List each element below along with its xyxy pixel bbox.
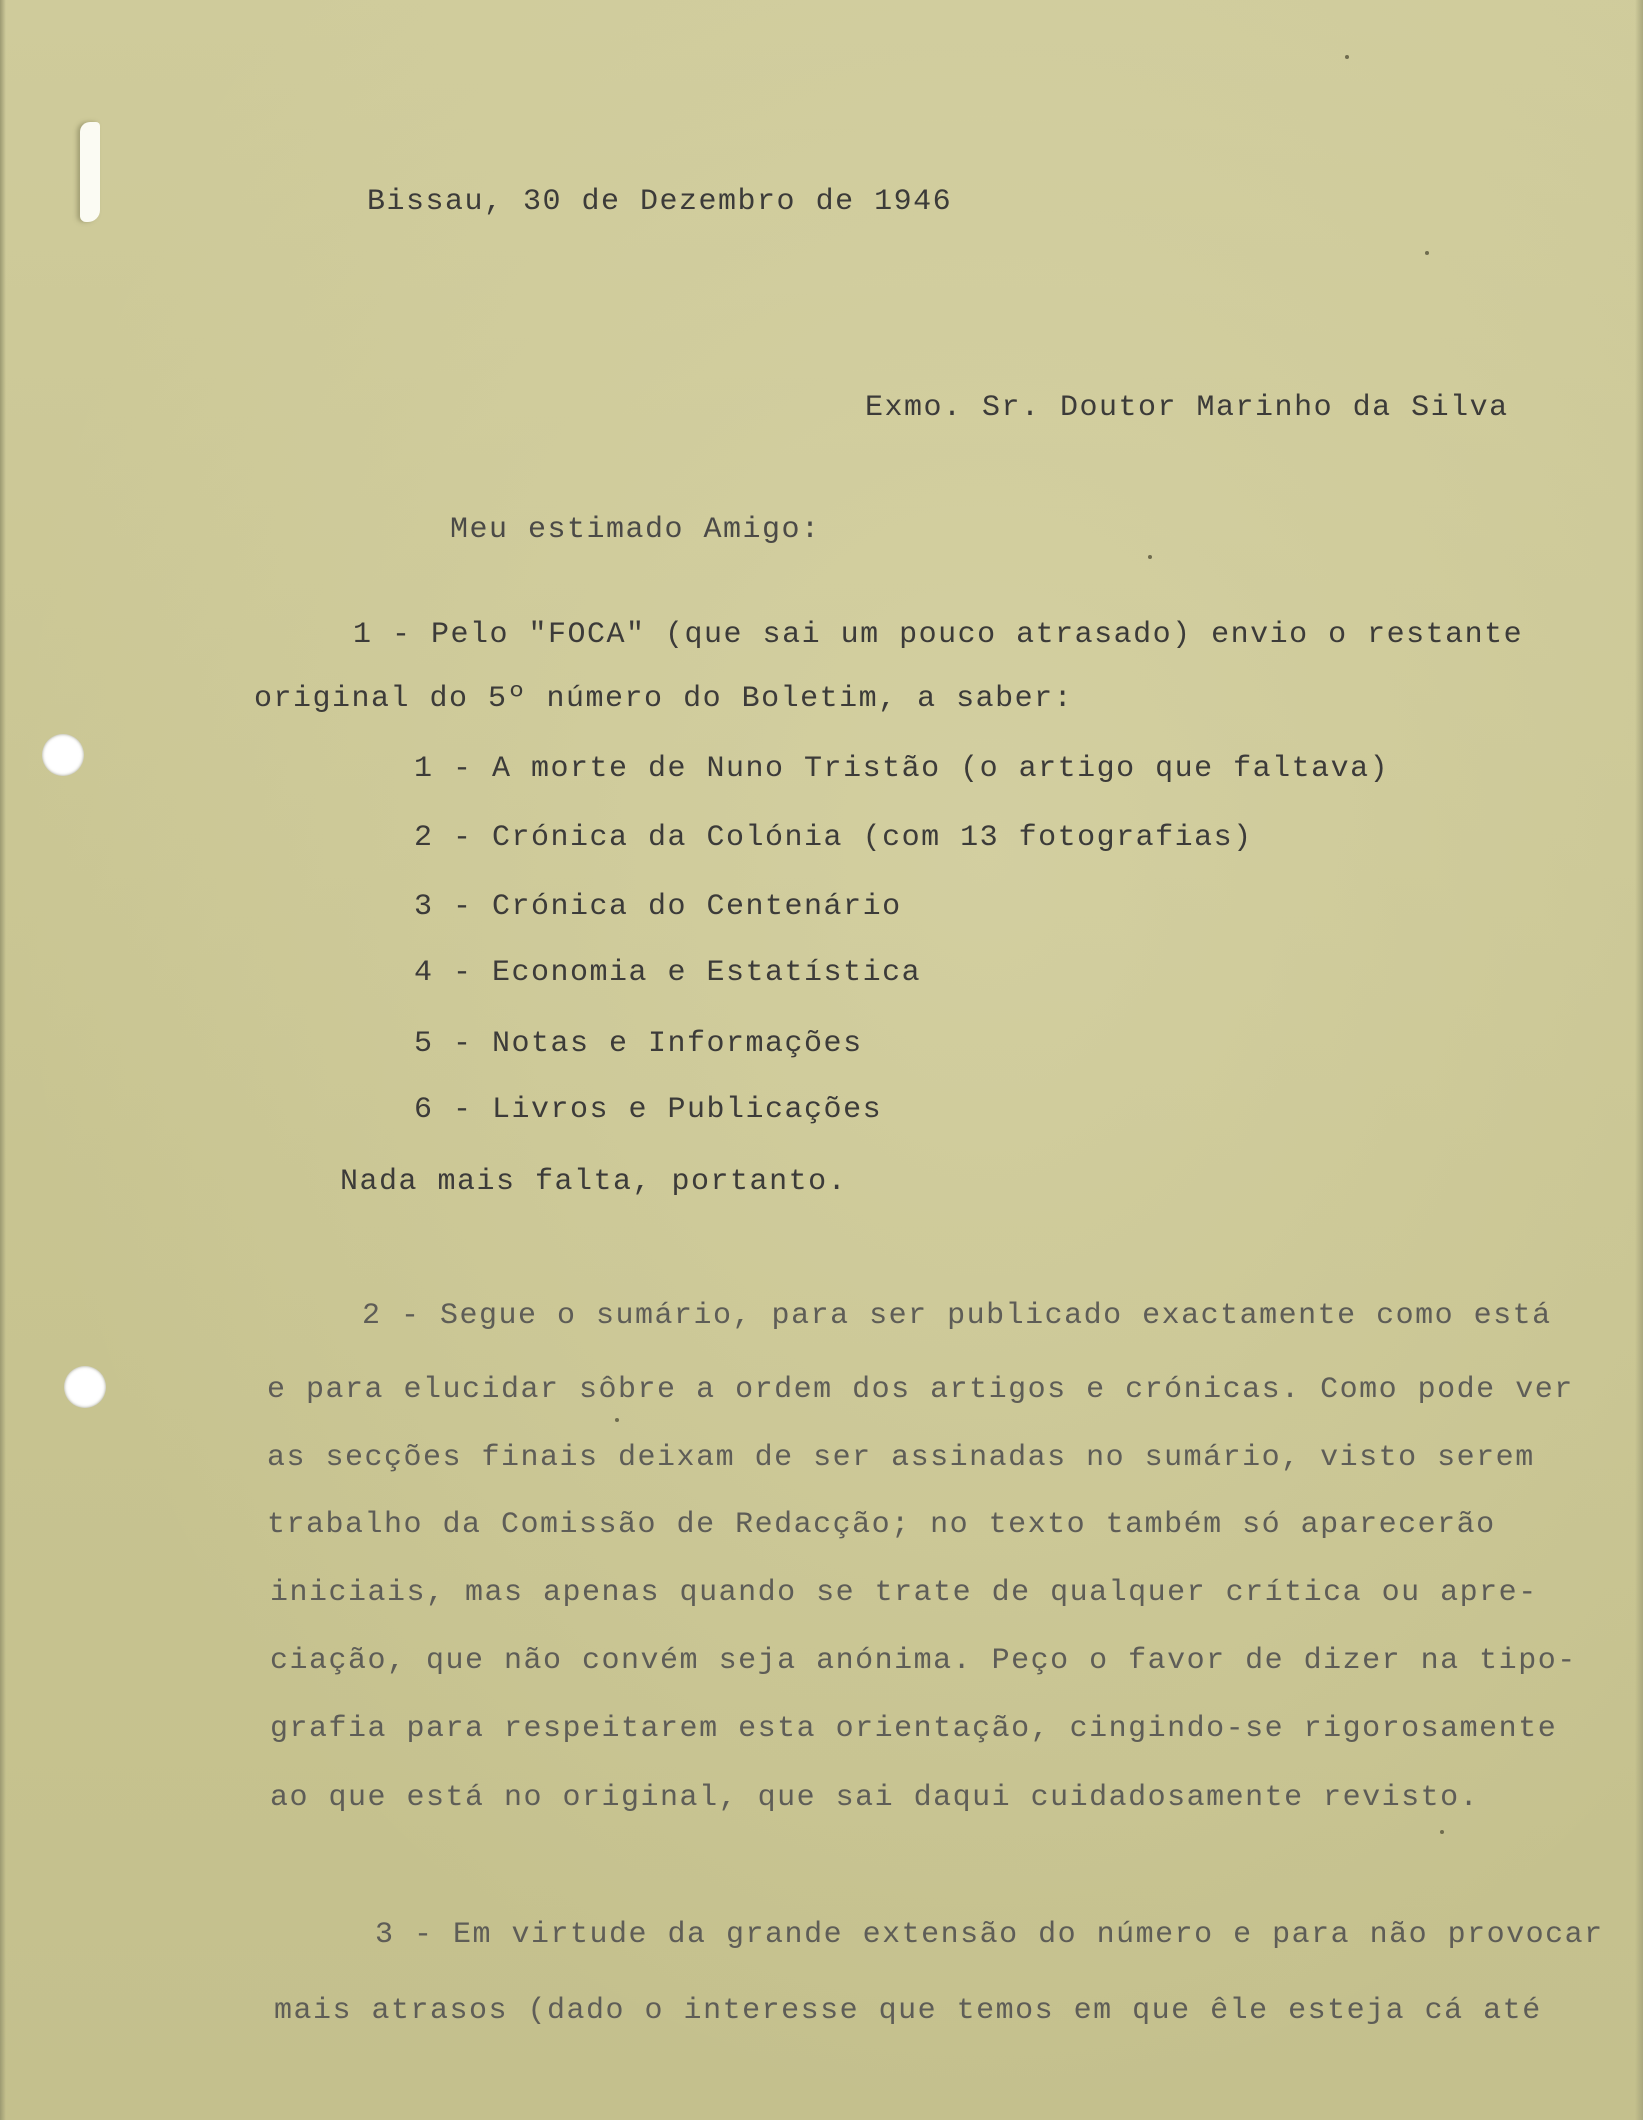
- torn-paper-mark: [80, 122, 100, 222]
- addressee-line: Exmo. Sr. Doutor Marinho da Silva: [865, 391, 1509, 425]
- para1-closing: Nada mais falta, portanto.: [340, 1165, 848, 1199]
- list-item: 6 - Livros e Publicações: [414, 1093, 883, 1127]
- para1-line-2: original do 5º número do Boletim, a saber:: [254, 682, 1074, 716]
- para3-line: 3 - Em virtude da grande extensão do número e para não provocar: [375, 1918, 1604, 1952]
- list-item: 3 - Crónica do Centenário: [414, 890, 902, 924]
- list-item: 1 - A morte de Nuno Tristão (o artigo que faltava): [414, 752, 1390, 786]
- punch-hole-upper: [42, 734, 84, 776]
- date-line: Bissau, 30 de Dezembro de 1946: [367, 185, 953, 219]
- punch-hole-lower: [64, 1366, 106, 1408]
- paper-speck: [1345, 55, 1349, 59]
- paper-speck: [1425, 251, 1429, 255]
- list-item: 2 - Crónica da Colónia (com 13 fotografias): [414, 821, 1253, 855]
- paper-speck: [1148, 555, 1152, 559]
- para2-line: as secções finais deixam de ser assinadas no sumário, visto serem: [267, 1441, 1535, 1475]
- paper-speck: [615, 1418, 619, 1422]
- list-item: 4 - Economia e Estatística: [414, 956, 922, 990]
- paper-speck: [1440, 1830, 1444, 1834]
- paper-edge-left: [0, 0, 6, 2120]
- para3-line: mais atrasos (dado o interesse que temos em que êle esteja cá até: [274, 1994, 1542, 2028]
- salutation: Meu estimado Amigo:: [450, 513, 821, 547]
- paper-edge-right: [1635, 0, 1643, 2120]
- list-item: 5 - Notas e Informações: [414, 1027, 863, 1061]
- para2-line: ciação, que não convém seja anónima. Peço o favor de dizer na tipo-: [270, 1644, 1577, 1678]
- para1-line-1: 1 - Pelo "FOCA" (que sai um pouco atrasado) envio o restante: [353, 618, 1524, 652]
- para2-line: trabalho da Comissão de Redacção; no texto também só aparecerão: [267, 1508, 1496, 1542]
- para2-line: iniciais, mas apenas quando se trate de qualquer crítica ou apre-: [270, 1576, 1538, 1610]
- para2-line: ao que está no original, que sai daqui cuidadosamente revisto.: [270, 1781, 1480, 1815]
- para2-line: e para elucidar sôbre a ordem dos artigos e crónicas. Como pode ver: [267, 1373, 1574, 1407]
- para2-line: 2 - Segue o sumário, para ser publicado exactamente como está: [362, 1299, 1552, 1333]
- para2-line: grafia para respeitarem esta orientação, cingindo-se rigorosamente: [270, 1712, 1558, 1746]
